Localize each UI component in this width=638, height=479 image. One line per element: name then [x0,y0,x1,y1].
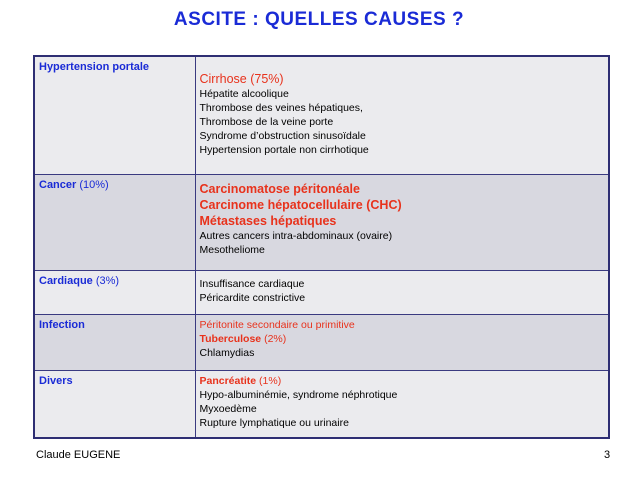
cause-highlight: Métastases hépatiques [199,213,337,228]
table-row [34,370,609,438]
cause-name: Cirrhose [199,72,247,86]
cause-item: Hypo-albuminémie, syndrome néphrotique [199,388,398,401]
category-name: Infection [39,318,85,331]
cause-percentage: (1%) [259,374,282,387]
causes-cell [195,174,609,270]
cause-item: Chlamydias [199,346,255,359]
page-number: 3 [604,449,611,461]
table-row [34,270,609,314]
table-row [34,174,609,270]
category-name: Cardiaque [39,274,93,287]
cause-item: Rupture lymphatique ou urinaire [199,416,349,429]
table-row [34,314,609,370]
category-cell [34,270,195,314]
category-cell [34,314,195,370]
category-cell [34,174,195,270]
cause-item: Péricardite constrictive [199,291,306,304]
cause-item: Thrombose des veines hépatiques, [199,102,363,114]
cause-percentage: (75%) [250,72,284,86]
cause-highlight: Carcinome hépatocellulaire (CHC) [199,197,402,212]
causes-cell [195,270,609,314]
cause-name: Pancréatite [199,374,257,387]
category-percentage: (3%) [95,274,120,287]
category-name: Cancer [39,178,77,191]
cause-highlight: Carcinomatose péritonéale [199,181,360,196]
cause-item: Mesotheliome [199,243,265,256]
cause-item: Insuffisance cardiaque [199,277,305,290]
footer-author: Claude EUGENE [36,449,121,461]
cause-item: Syndrome d’obstruction sinusoïdale [199,130,366,142]
table-row [34,56,609,174]
cause-highlight [200,374,605,388]
category-name: Divers [39,374,73,387]
category-name: Hypertension portale [39,61,150,73]
cause-name: Tuberculose [199,332,262,345]
category-cell [34,56,195,174]
cause-highlight: Péritonite secondaire ou primitive [199,318,355,331]
cause-highlight [200,332,605,346]
causes-cell [195,314,609,370]
cause-item: Hypertension portale non cirrhotique [199,144,369,156]
causes-table [33,55,610,439]
cause-item: Thrombose de la veine porte [199,116,334,128]
causes-cell [195,370,609,438]
causes-cell [195,56,609,174]
cause-item: Hépatite alcoolique [199,88,289,100]
category-cell [34,370,195,438]
category-percentage: (10%) [79,178,109,191]
cause-headline [200,71,605,87]
cause-item: Myxoedème [199,402,257,415]
slide-title: ASCITE : QUELLES CAUSES ? [173,9,465,30]
cause-percentage: (2%) [264,332,287,345]
cause-item: Autres cancers intra-abdominaux (ovaire) [199,229,393,242]
